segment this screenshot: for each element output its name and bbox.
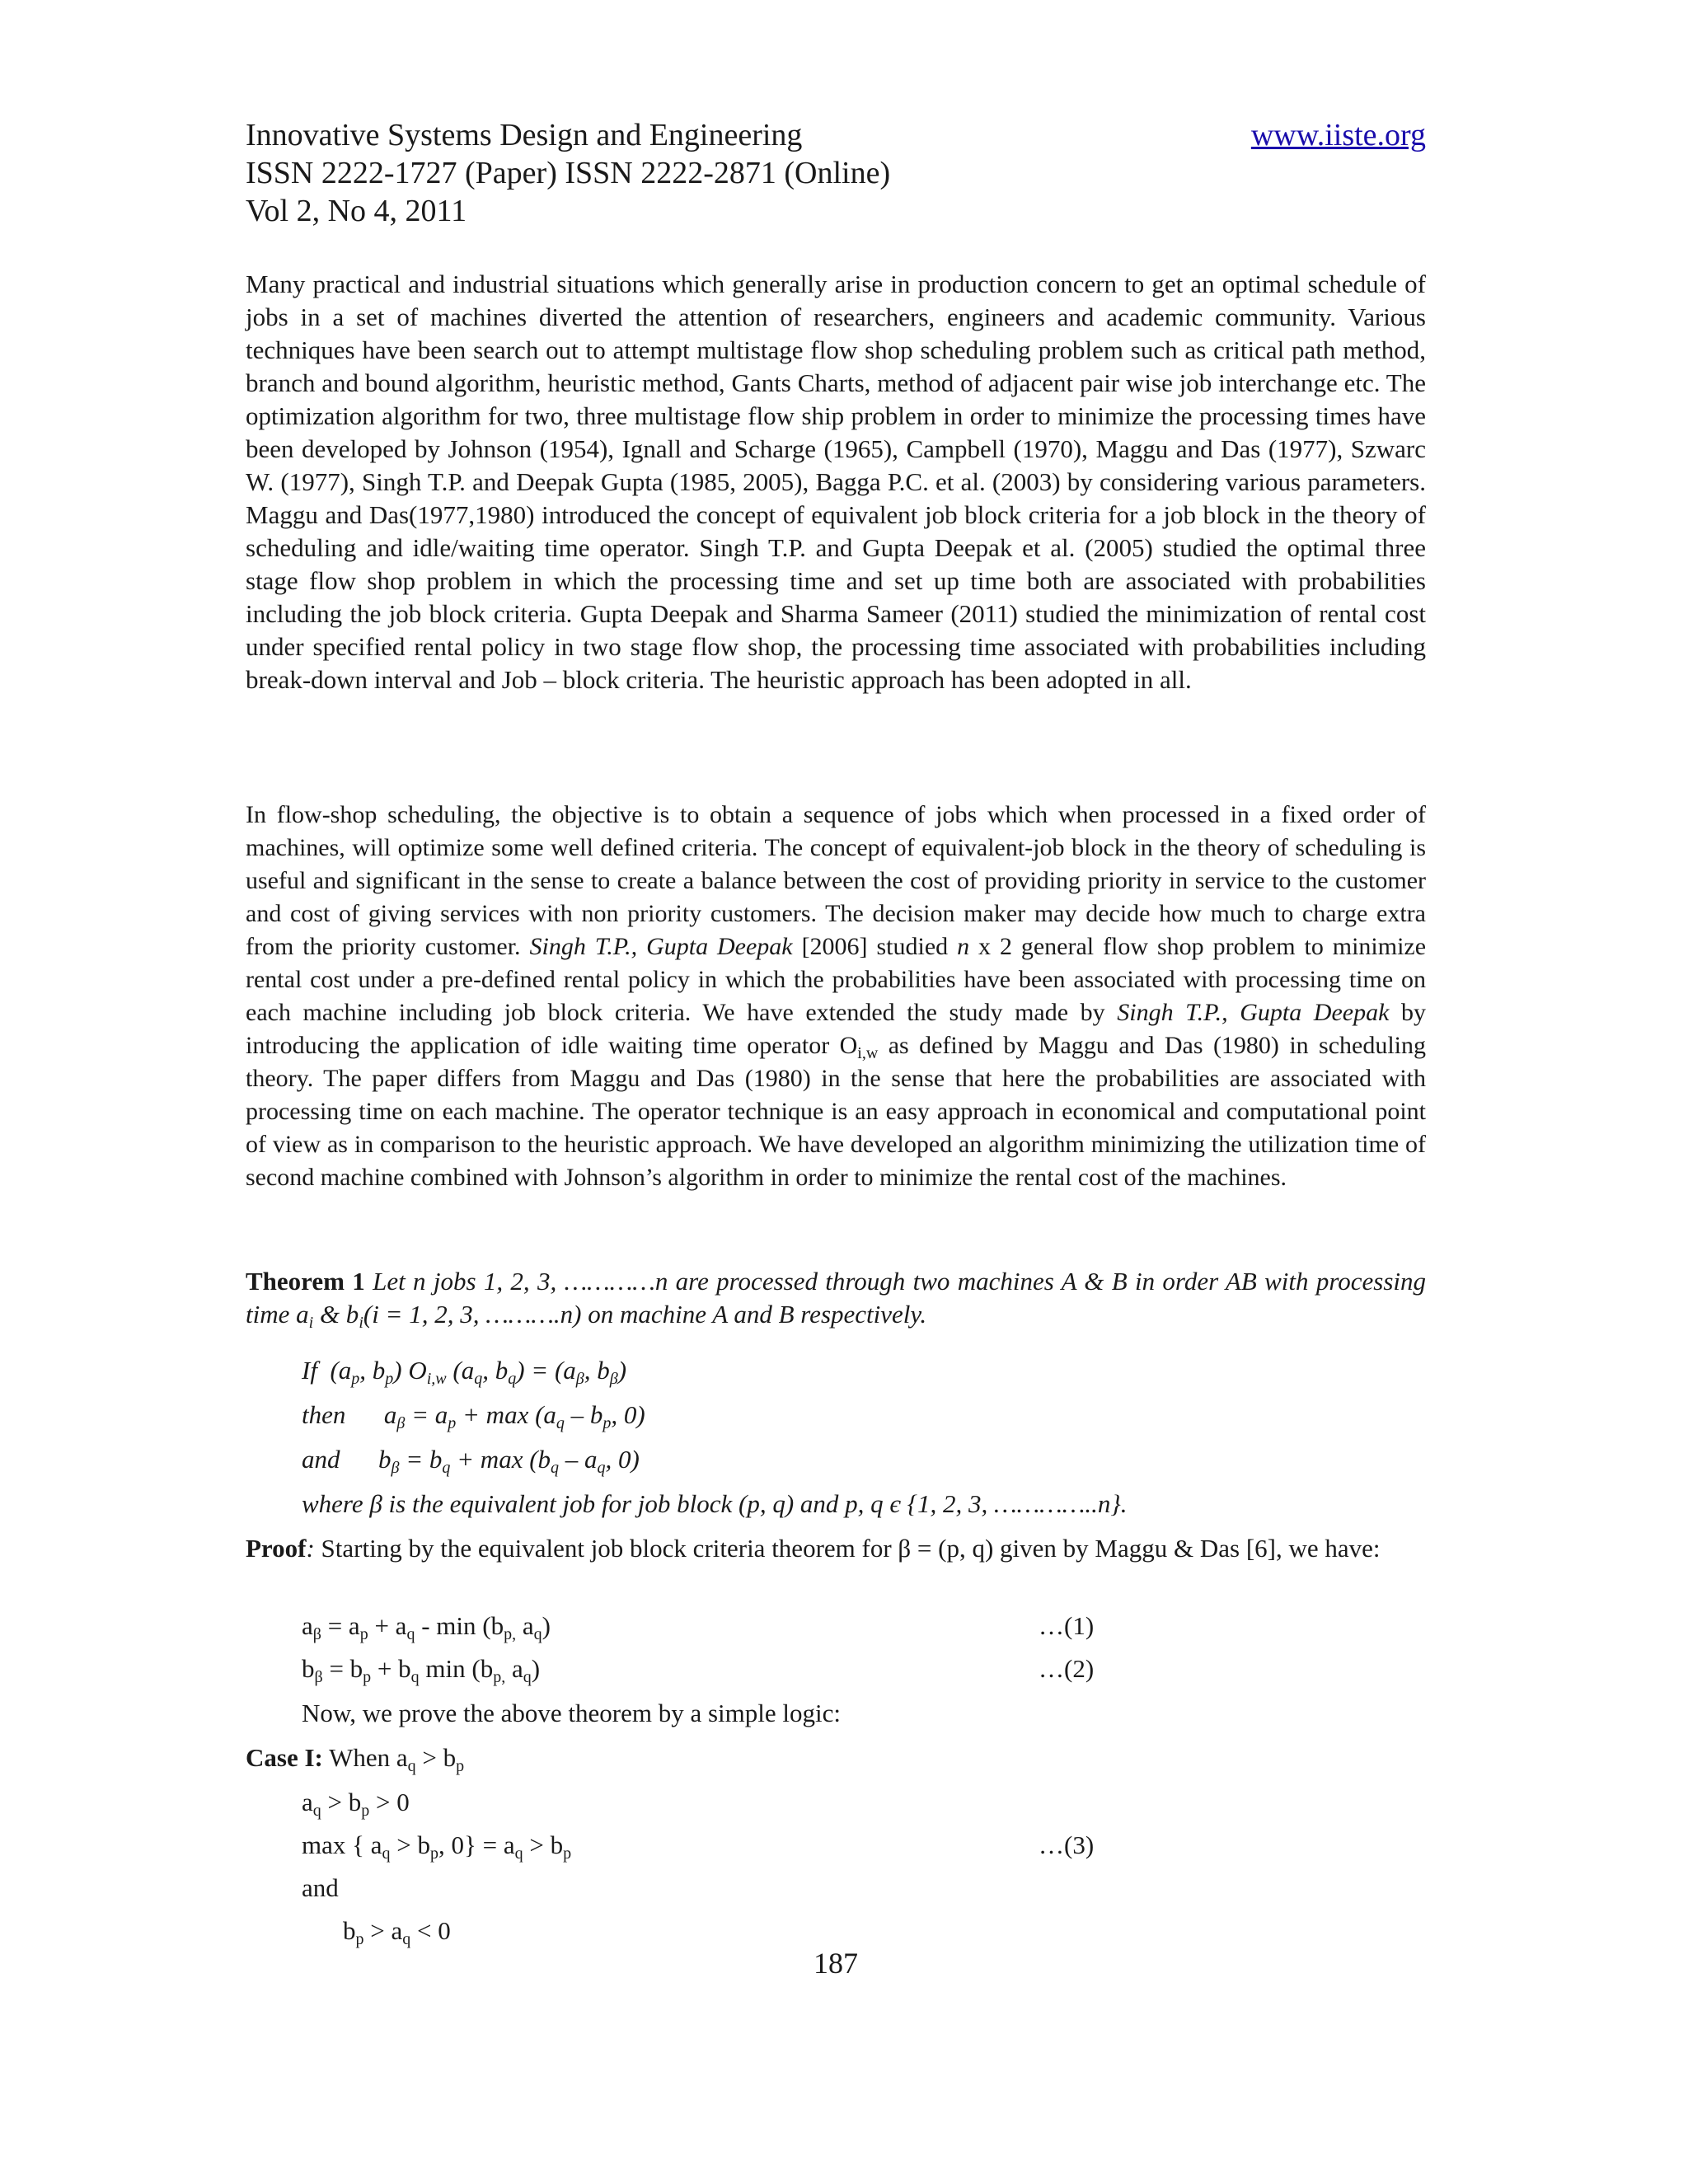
case-text: When a bbox=[329, 1743, 408, 1772]
case-1-heading: Case I: When $a_q > b_p$ bbox=[246, 1743, 465, 1775]
equation-3-number: …(3) bbox=[1039, 1830, 1095, 1859]
para2-text-d: by introducing the application of idle waiting time operator O bbox=[246, 999, 1426, 1059]
flowshop-paragraph bbox=[246, 799, 1426, 1194]
proof-now-line: Now, we prove the above theorem by a simple logic: bbox=[302, 1699, 841, 1727]
theorem-text-b: & b bbox=[319, 1300, 359, 1329]
theorem-where-line: where β is the equivalent job for job block (p, q) and p, q є {1, 2, 3, …………..n}. bbox=[302, 1489, 1128, 1518]
issn-line: ISSN 2222-1727 (Paper) ISSN 2222-2871 (Online) bbox=[246, 156, 891, 190]
case-1-and-word: and bbox=[302, 1873, 339, 1902]
para2-reference-2: Singh T.P., Gupta Deepak bbox=[1117, 999, 1390, 1026]
theorem-text-a: Let n jobs 1, 2, 3, …………n are processed through two machines A & B in order AB with processing time a bbox=[246, 1267, 1426, 1329]
theorem-then-equation: then $a_\beta = a_p + \max (a_q - b_p$, 0) bbox=[302, 1400, 645, 1432]
if-word: If bbox=[302, 1356, 317, 1385]
theorem-text-c: (i = 1, 2, 3, ……….n) on machine A and B respectively. bbox=[363, 1300, 927, 1329]
proof-colon: : bbox=[306, 1534, 315, 1563]
para2-n-variable: n bbox=[957, 933, 970, 960]
sub-i: i bbox=[359, 1314, 363, 1332]
theorem-if-equation: If ($a_p$, $b_p$) $O_{i,w}$ ($a_q$, $b_q) = (a_\beta$, $b_\beta$) bbox=[302, 1356, 627, 1388]
equation-2-number: …(2) bbox=[1039, 1654, 1095, 1683]
then-word: then bbox=[302, 1400, 346, 1429]
theorem-statement bbox=[246, 1265, 1426, 1331]
equation-1: $a_\beta = a_p + a_q - \min (b_{p,}$ $a_q$) bbox=[302, 1611, 551, 1643]
and-word: and bbox=[302, 1445, 340, 1474]
equation-1-number: …(1) bbox=[1039, 1611, 1095, 1640]
para2-text-e: as defined by Maggu and Das (1980) in scheduling theory. The paper differs from Maggu and Das (1980) in the sense that here the probabilities are associated with processing time on each machine. The operator technique is an easy approach in economical and computational point of view as in comparison to the heuristic approach. We have developed an algorithm minimizing the utilization time of second machine combined with Johnson’s algorithm in order to minimize the rental cost of the machines. bbox=[246, 1032, 1427, 1191]
equation-3: max { $a_q > b_p$, $0\} = a_q > b_p$ bbox=[302, 1830, 572, 1863]
theorem-and-equation: and $b_\beta = b_q + \max (b_q - a_q$, 0) bbox=[302, 1445, 640, 1477]
proof-label: Proof bbox=[246, 1534, 307, 1563]
para2-text-b: [2006] studied bbox=[801, 933, 949, 960]
proof-paragraph bbox=[246, 1532, 1426, 1565]
para2-text-a: In flow-shop scheduling, the objective is to obtain a sequence of jobs which when processed in a fixed order of machines, will optimize some well defined criteria. The concept of equivalent-job block in the theory of scheduling is useful and significant in the sense to create a balance between the cost of providing priority in service to the customer and cost of giving services with non priority customers. The decision maker may decide how much to charge extra from the priority customer. bbox=[246, 801, 1426, 960]
case-1-inequality: $a_q > b_p > 0$ bbox=[302, 1788, 410, 1820]
theorem-label: Theorem 1 bbox=[246, 1267, 365, 1296]
journal-title: Innovative Systems Design and Engineering bbox=[246, 118, 803, 152]
operator-subscript: i,w bbox=[857, 1044, 879, 1062]
intro-paragraph: Many practical and industrial situations which generally arise in production concern to get an optimal schedule of jobs in a set of machines diverted the attention of researchers, engineers and academic community. Various techniques have been search out to attempt multistage flow shop scheduling problem such as critical path method, branch and bound algorithm, heuristic method, Gants Charts, method of adjacent pair wise job interchange etc. The optimization algorithm for two, three multistage flow ship problem in order to minimize the processing times have been developed by Johnson (1954), Ignall and Scharge (1965), Campbell (1970), Maggu and Das (1977), Szwarc W. (1977), Singh T.P. and Deepak Gupta (1985, 2005), Bagga P.C. et al. (2003) by considering various parameters. Maggu and Das(1977,1980) introduced the concept of equivalent job block criteria for a job block in the theory of scheduling and idle/waiting time operator. Singh T.P. and Gupta Deepak et al. (2005) studied the optimal three stage flow shop problem in which the processing time and set up time both are associated with probabilities including the job block criteria. Gupta Deepak and Sharma Sameer (2011) studied the minimization of rental cost under specified rental policy in two stage flow shop, the processing time associated with probabilities including break-down interval and Job – block criteria. The heuristic approach has been adopted in all. bbox=[246, 269, 1426, 694]
sub-i: i bbox=[308, 1314, 314, 1332]
page-number: 187 bbox=[814, 1947, 858, 1980]
para2-text-c: x 2 general flow shop problem to minimize rental cost under a pre-defined rental policy in which the probabilities have been associated with processing time on each machine including job block criteria. We have extended the study made by bbox=[246, 933, 1427, 1026]
journal-website-link[interactable]: www.iiste.org bbox=[1250, 118, 1426, 152]
equation-2: $b_\beta = b_p + b_q$ $\min (b_{p,}$ $a_q$) bbox=[302, 1654, 541, 1686]
case-1-final-inequality: $b_p > a_q < 0$ bbox=[343, 1916, 451, 1948]
case-label: Case I: bbox=[246, 1743, 323, 1772]
volume-line: Vol 2, No 4, 2011 bbox=[246, 194, 467, 228]
para2-reference-1: Singh T.P., Gupta Deepak bbox=[529, 933, 793, 960]
proof-text: Starting by the equivalent job block criteria theorem for β = (p, q) given by Maggu & Das [6], we have: bbox=[321, 1534, 1381, 1563]
